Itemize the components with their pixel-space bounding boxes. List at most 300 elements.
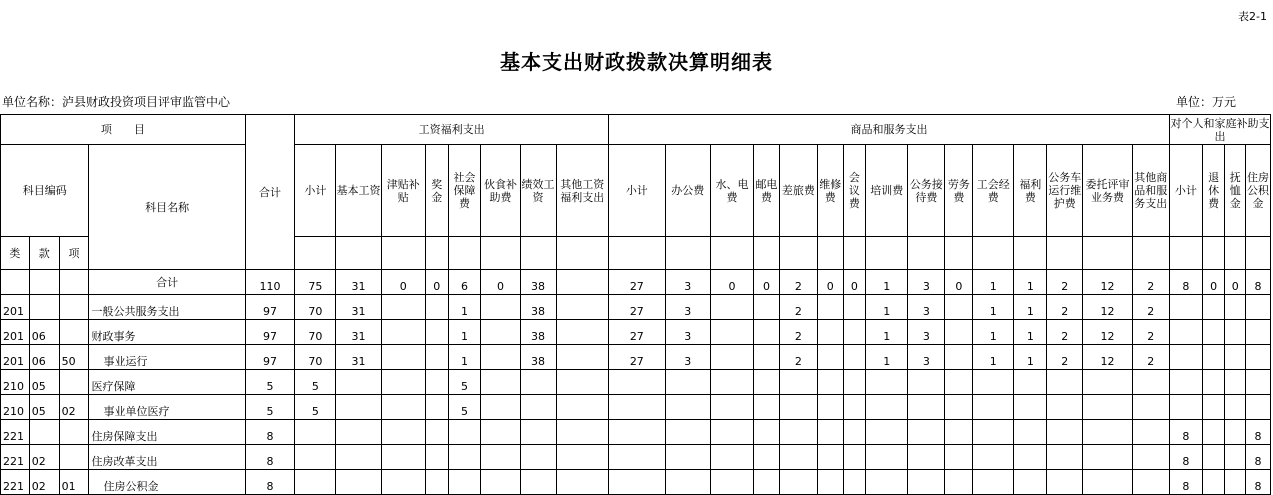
kuan-cell: [29, 270, 59, 295]
goods-value-cell: 2: [1047, 345, 1083, 370]
goods-value-cell: 3: [665, 295, 710, 320]
goods-value-cell: [817, 420, 843, 445]
xiang-cell: [59, 270, 89, 295]
blank-header-cell: [817, 237, 843, 270]
goods-value-cell: [1047, 370, 1083, 395]
blank-header-cell: [1014, 237, 1047, 270]
wage-value-cell: 1: [448, 295, 481, 320]
wage-value-cell: [295, 470, 336, 495]
goods-value-cell: 1: [1014, 345, 1047, 370]
table-row: [1, 395, 1271, 420]
goods-value-cell: [843, 420, 866, 445]
blank-header-cell: [973, 237, 1014, 270]
blank-header-cell: [866, 237, 908, 270]
wage-value-cell: 70: [295, 345, 336, 370]
goods-value-cell: [1047, 470, 1083, 495]
goods-value-cell: [754, 420, 780, 445]
wage-value-cell: 5: [295, 395, 336, 420]
goods-value-cell: [1132, 395, 1169, 420]
goods-value-cell: [843, 470, 866, 495]
wage-value-cell: [481, 295, 520, 320]
goods-value-cell: [779, 445, 817, 470]
wage-value-cell: 31: [336, 295, 381, 320]
total-cell: 5: [245, 395, 294, 420]
personal-value-cell: 8: [1169, 270, 1202, 295]
wage-col-header: 基本工资: [336, 145, 381, 237]
goods-value-cell: 1: [866, 320, 908, 345]
wage-value-cell: [448, 470, 481, 495]
goods-col-header: 其他商品和服务支出: [1132, 145, 1169, 237]
goods-value-cell: 1: [1014, 295, 1047, 320]
wage-value-cell: [448, 445, 481, 470]
wage-value-cell: [481, 395, 520, 420]
goods-value-cell: 12: [1083, 320, 1132, 345]
goods-value-cell: [754, 295, 780, 320]
goods-value-cell: [1014, 395, 1047, 420]
goods-value-cell: [710, 370, 753, 395]
wage-col-header: 小计: [295, 145, 336, 237]
goods-value-cell: [754, 445, 780, 470]
goods-value-cell: [945, 370, 973, 395]
wage-value-cell: [381, 470, 425, 495]
wage-value-cell: [481, 445, 520, 470]
table-row: [1, 320, 1271, 345]
wage-value-cell: 5: [295, 370, 336, 395]
wage-value-cell: [520, 370, 556, 395]
subject-name-cell: 合计: [89, 270, 245, 295]
table-row: [1, 470, 1271, 495]
wage-value-cell: [556, 420, 608, 445]
goods-value-cell: [1014, 445, 1047, 470]
goods-value-cell: [1047, 395, 1083, 420]
blank-header-cell: [843, 237, 866, 270]
goods-group-header: 商品和服务支出: [609, 115, 1170, 145]
unit-label: 单位：万元: [1176, 95, 1237, 109]
wage-col-header: 社会保障费: [448, 145, 481, 237]
goods-value-cell: 1: [973, 345, 1014, 370]
wage-value-cell: [425, 470, 448, 495]
blank-header-cell: [1083, 237, 1132, 270]
goods-value-cell: [1083, 470, 1132, 495]
wage-value-cell: [336, 370, 381, 395]
wage-value-cell: [336, 470, 381, 495]
wage-value-cell: [336, 395, 381, 420]
wage-value-cell: 0: [481, 270, 520, 295]
wage-value-cell: 38: [520, 345, 556, 370]
wage-value-cell: [381, 370, 425, 395]
personal-value-cell: [1246, 320, 1271, 345]
subject-name-cell: 事业单位医疗: [89, 395, 245, 420]
goods-col-header: 公务接待费: [908, 145, 945, 237]
xiang-cell: [59, 320, 89, 345]
personal-value-cell: [1169, 370, 1202, 395]
goods-value-cell: [945, 420, 973, 445]
goods-value-cell: [1014, 420, 1047, 445]
goods-value-cell: 2: [1047, 270, 1083, 295]
lei-cell: 201: [1, 295, 30, 320]
goods-value-cell: 3: [908, 270, 945, 295]
xiang-cell: [59, 420, 89, 445]
goods-value-cell: [779, 395, 817, 420]
wage-value-cell: [556, 445, 608, 470]
wage-col-header: 伙食补助费: [481, 145, 520, 237]
wage-value-cell: 38: [520, 295, 556, 320]
lei-cell: 210: [1, 370, 30, 395]
xiang-cell: [59, 370, 89, 395]
wage-value-cell: 31: [336, 270, 381, 295]
goods-value-cell: [1047, 420, 1083, 445]
wage-value-cell: 1: [448, 320, 481, 345]
wage-value-cell: [425, 370, 448, 395]
personal-col-header: 退休费: [1202, 145, 1225, 237]
goods-value-cell: [1047, 445, 1083, 470]
personal-value-cell: [1225, 370, 1246, 395]
wage-value-cell: 70: [295, 295, 336, 320]
goods-value-cell: 3: [665, 345, 710, 370]
goods-value-cell: 0: [843, 270, 866, 295]
budget-table: [0, 114, 1271, 495]
lei-cell: 221: [1, 470, 30, 495]
subject-name-cell: 事业运行: [89, 345, 245, 370]
goods-value-cell: 1: [973, 270, 1014, 295]
goods-value-cell: 27: [609, 295, 666, 320]
goods-col-header: 会议费: [843, 145, 866, 237]
wage-value-cell: [556, 320, 608, 345]
lei-cell: 210: [1, 395, 30, 420]
total-cell: 8: [245, 420, 294, 445]
item-header: 项 目: [1, 115, 246, 145]
goods-value-cell: 1: [973, 320, 1014, 345]
goods-value-cell: [945, 295, 973, 320]
wage-value-cell: [381, 445, 425, 470]
goods-value-cell: [609, 420, 666, 445]
wage-value-cell: [520, 420, 556, 445]
goods-value-cell: [945, 320, 973, 345]
goods-value-cell: [817, 370, 843, 395]
goods-value-cell: [1083, 370, 1132, 395]
goods-value-cell: [817, 345, 843, 370]
goods-value-cell: 0: [817, 270, 843, 295]
name-header: 科目名称: [89, 145, 245, 270]
goods-value-cell: 2: [1132, 320, 1169, 345]
goods-value-cell: 2: [779, 345, 817, 370]
personal-group-header: 对个人和家庭补助支出: [1170, 116, 1270, 143]
wage-value-cell: [481, 470, 520, 495]
unit-name: 单位名称：泸县财政投资项目评审监管中心: [2, 95, 231, 109]
kuan-cell: 02: [29, 445, 59, 470]
total-cell: 8: [245, 470, 294, 495]
table-number: 表2-1: [1238, 10, 1267, 23]
goods-value-cell: [665, 370, 710, 395]
goods-value-cell: 0: [754, 270, 780, 295]
goods-value-cell: 2: [1047, 320, 1083, 345]
wage-value-cell: 38: [520, 320, 556, 345]
xiang-cell: [59, 295, 89, 320]
wage-value-cell: [556, 370, 608, 395]
goods-value-cell: [843, 320, 866, 345]
goods-col-header: 维修费: [817, 145, 843, 237]
goods-value-cell: [665, 395, 710, 420]
wage-value-cell: [295, 420, 336, 445]
goods-value-cell: [779, 420, 817, 445]
wage-value-cell: 0: [381, 270, 425, 295]
goods-value-cell: 27: [609, 270, 666, 295]
goods-value-cell: [843, 345, 866, 370]
goods-col-header: 委托评审业务费: [1083, 145, 1132, 237]
personal-value-cell: [1225, 420, 1246, 445]
wage-value-cell: [448, 420, 481, 445]
goods-value-cell: [1014, 370, 1047, 395]
table-row: [1, 270, 1271, 295]
personal-value-cell: [1169, 320, 1202, 345]
personal-value-cell: 8: [1246, 420, 1271, 445]
blank-header-cell: [1202, 237, 1225, 270]
goods-value-cell: [973, 420, 1014, 445]
blank-header-cell: [336, 237, 381, 270]
personal-value-cell: [1225, 470, 1246, 495]
goods-value-cell: [609, 470, 666, 495]
wage-value-cell: 38: [520, 270, 556, 295]
goods-col-header: 邮电费: [754, 145, 780, 237]
subject-name-cell: 一般公共服务支出: [89, 295, 245, 320]
goods-value-cell: [609, 370, 666, 395]
goods-value-cell: [973, 370, 1014, 395]
personal-value-cell: 0: [1225, 270, 1246, 295]
wage-value-cell: [481, 370, 520, 395]
lei-cell: 201: [1, 320, 30, 345]
wage-value-cell: [295, 445, 336, 470]
goods-value-cell: 12: [1083, 345, 1132, 370]
goods-value-cell: [973, 445, 1014, 470]
personal-value-cell: [1169, 395, 1202, 420]
wage-value-cell: [556, 470, 608, 495]
blank-header-cell: [609, 237, 666, 270]
xiang-cell: 01: [59, 470, 89, 495]
wage-value-cell: [520, 470, 556, 495]
table-row: [1, 295, 1271, 320]
goods-value-cell: 1: [973, 295, 1014, 320]
goods-col-header: 办公费: [665, 145, 710, 237]
wage-value-cell: [520, 445, 556, 470]
wage-value-cell: [381, 420, 425, 445]
goods-value-cell: [665, 470, 710, 495]
goods-value-cell: [817, 395, 843, 420]
wage-value-cell: [481, 345, 520, 370]
blank-header-cell: [908, 237, 945, 270]
wage-col-header: 津贴补贴: [381, 145, 425, 237]
goods-value-cell: [1132, 370, 1169, 395]
goods-value-cell: 2: [1132, 295, 1169, 320]
goods-value-cell: [908, 420, 945, 445]
personal-value-cell: [1202, 295, 1225, 320]
goods-value-cell: [945, 345, 973, 370]
blank-header-cell: [945, 237, 973, 270]
wage-value-cell: [425, 420, 448, 445]
personal-value-cell: [1246, 370, 1271, 395]
personal-value-cell: 8: [1246, 270, 1271, 295]
goods-col-header: 小计: [609, 145, 666, 237]
wage-value-cell: 75: [295, 270, 336, 295]
goods-value-cell: [817, 320, 843, 345]
goods-value-cell: 2: [1047, 295, 1083, 320]
wage-value-cell: 0: [425, 270, 448, 295]
xiang-cell: 50: [59, 345, 89, 370]
kuan-header: 款: [29, 237, 59, 270]
personal-value-cell: [1225, 345, 1246, 370]
wage-group-header: 工资福利支出: [295, 115, 609, 145]
goods-col-header: 福利费: [1014, 145, 1047, 237]
goods-value-cell: [817, 470, 843, 495]
goods-value-cell: 2: [1132, 270, 1169, 295]
blank-header-cell: [1169, 237, 1202, 270]
goods-value-cell: [1083, 420, 1132, 445]
blank-header-cell: [520, 237, 556, 270]
xiang-cell: 02: [59, 395, 89, 420]
lei-cell: 221: [1, 420, 30, 445]
wage-col-header: 其他工资福利支出: [556, 145, 608, 237]
wage-value-cell: 31: [336, 345, 381, 370]
xiang-header: 项: [59, 237, 89, 270]
personal-col-header: 住房公积金: [1246, 145, 1271, 237]
goods-value-cell: [754, 345, 780, 370]
wage-value-cell: 1: [448, 345, 481, 370]
goods-value-cell: 2: [779, 295, 817, 320]
goods-col-header: 差旅费: [779, 145, 817, 237]
lei-header: 类: [1, 237, 30, 270]
goods-value-cell: 3: [908, 345, 945, 370]
goods-col-header: 培训费: [866, 145, 908, 237]
goods-value-cell: [1132, 445, 1169, 470]
total-cell: 110: [245, 270, 294, 295]
wage-value-cell: 6: [448, 270, 481, 295]
goods-value-cell: 1: [866, 270, 908, 295]
personal-value-cell: [1202, 320, 1225, 345]
goods-value-cell: [779, 470, 817, 495]
goods-value-cell: [866, 420, 908, 445]
goods-value-cell: [710, 295, 753, 320]
blank-header-cell: [710, 237, 753, 270]
goods-value-cell: [609, 445, 666, 470]
wage-value-cell: 5: [448, 370, 481, 395]
goods-value-cell: [866, 370, 908, 395]
goods-value-cell: [1132, 470, 1169, 495]
table-row: [1, 445, 1271, 470]
wage-value-cell: [336, 420, 381, 445]
personal-value-cell: [1225, 295, 1246, 320]
total-cell: 97: [245, 320, 294, 345]
personal-value-cell: [1202, 370, 1225, 395]
lei-cell: 221: [1, 445, 30, 470]
blank-header-cell: [779, 237, 817, 270]
personal-value-cell: [1225, 320, 1246, 345]
goods-value-cell: [665, 445, 710, 470]
subject-name-cell: 财政事务: [89, 320, 245, 345]
subject-name-cell: 住房保障支出: [89, 420, 245, 445]
blank-header-cell: [1132, 237, 1169, 270]
goods-value-cell: [908, 470, 945, 495]
goods-value-cell: [609, 395, 666, 420]
table-row: [1, 420, 1271, 445]
subject-name-cell: 医疗保障: [89, 370, 245, 395]
goods-value-cell: [1014, 470, 1047, 495]
goods-value-cell: 12: [1083, 270, 1132, 295]
wage-value-cell: 31: [336, 320, 381, 345]
goods-value-cell: [973, 395, 1014, 420]
personal-value-cell: [1202, 420, 1225, 445]
goods-col-header: 工会经费: [973, 145, 1014, 237]
goods-value-cell: [866, 445, 908, 470]
wage-value-cell: [381, 320, 425, 345]
goods-value-cell: 3: [908, 320, 945, 345]
kuan-cell: 05: [29, 395, 59, 420]
goods-value-cell: 1: [1014, 270, 1047, 295]
goods-value-cell: [710, 395, 753, 420]
wage-value-cell: [520, 395, 556, 420]
goods-value-cell: [710, 420, 753, 445]
goods-value-cell: [817, 295, 843, 320]
personal-value-cell: [1246, 295, 1271, 320]
goods-value-cell: 3: [908, 295, 945, 320]
personal-value-cell: [1225, 395, 1246, 420]
wage-value-cell: [425, 445, 448, 470]
personal-col-header: 小计: [1169, 145, 1202, 237]
goods-value-cell: [908, 445, 945, 470]
goods-value-cell: [710, 320, 753, 345]
personal-value-cell: 0: [1202, 270, 1225, 295]
wage-value-cell: [556, 395, 608, 420]
wage-value-cell: 5: [448, 395, 481, 420]
blank-header-cell: [1246, 237, 1271, 270]
goods-value-cell: [843, 370, 866, 395]
wage-value-cell: [381, 395, 425, 420]
xiang-cell: [59, 445, 89, 470]
goods-value-cell: 2: [779, 320, 817, 345]
code-header: 科目编码: [1, 145, 89, 237]
goods-value-cell: [817, 445, 843, 470]
goods-value-cell: [710, 470, 753, 495]
goods-value-cell: 27: [609, 345, 666, 370]
blank-header-cell: [556, 237, 608, 270]
wage-value-cell: [556, 295, 608, 320]
blank-header-cell: [754, 237, 780, 270]
goods-value-cell: [945, 395, 973, 420]
goods-value-cell: [843, 395, 866, 420]
blank-header-cell: [1047, 237, 1083, 270]
wage-value-cell: [425, 395, 448, 420]
goods-value-cell: 12: [1083, 295, 1132, 320]
blank-header-cell: [481, 237, 520, 270]
personal-value-cell: [1169, 345, 1202, 370]
kuan-cell: [29, 295, 59, 320]
wage-value-cell: [381, 295, 425, 320]
wage-col-header: 绩效工资: [520, 145, 556, 237]
personal-col-header: 抚恤金: [1225, 145, 1246, 237]
blank-header-cell: [425, 237, 448, 270]
goods-value-cell: [779, 370, 817, 395]
goods-value-cell: [710, 445, 753, 470]
total-cell: 5: [245, 370, 294, 395]
goods-value-cell: 1: [866, 345, 908, 370]
wage-value-cell: [556, 345, 608, 370]
wage-value-cell: [425, 320, 448, 345]
goods-value-cell: 27: [609, 320, 666, 345]
goods-value-cell: [754, 395, 780, 420]
goods-value-cell: 1: [1014, 320, 1047, 345]
goods-value-cell: 2: [1132, 345, 1169, 370]
total-cell: 97: [245, 295, 294, 320]
personal-value-cell: [1202, 395, 1225, 420]
personal-value-cell: [1202, 470, 1225, 495]
